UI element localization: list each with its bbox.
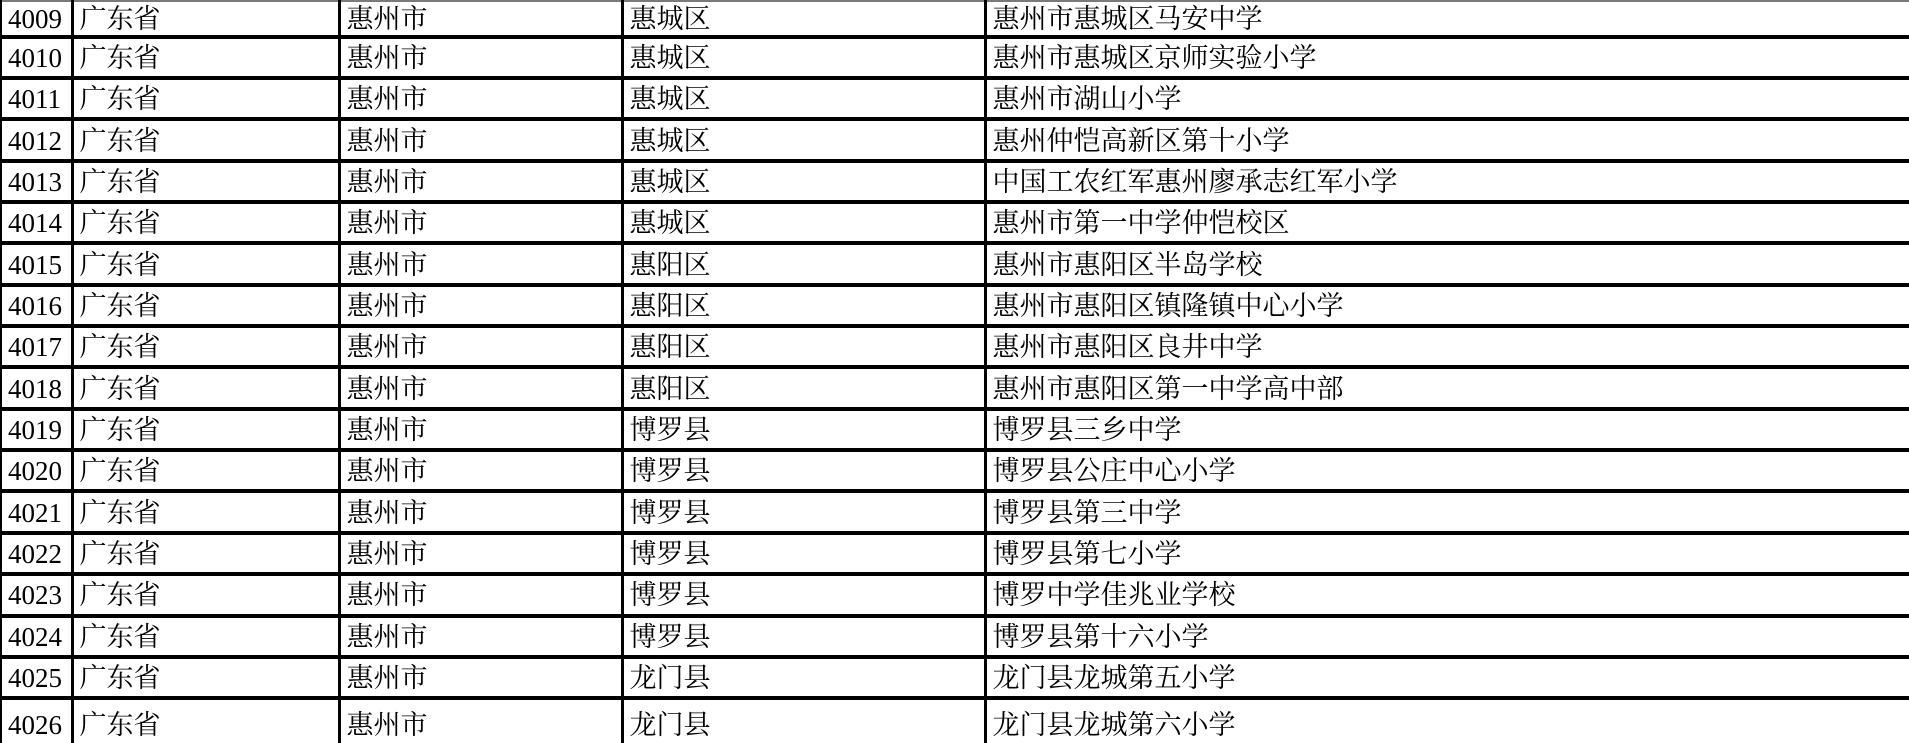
table-row — [1, 450, 1909, 491]
district-cell: 惠城区 — [622, 78, 985, 119]
city-cell: 惠州市 — [339, 698, 622, 743]
city-cell: 惠州市 — [339, 657, 622, 698]
province-cell: 广东省 — [72, 574, 339, 615]
row-number-cell: 4013 — [1, 161, 72, 202]
city-cell: 惠州市 — [339, 326, 622, 367]
school-name-cell: 龙门县龙城第五小学 — [985, 657, 1909, 698]
school-name-cell: 惠州仲恺高新区第十小学 — [985, 119, 1909, 160]
school-name-cell: 龙门县龙城第六小学 — [985, 698, 1909, 743]
city-cell: 惠州市 — [339, 119, 622, 160]
province-cell: 广东省 — [72, 367, 339, 408]
row-number-cell: 4019 — [1, 409, 72, 450]
row-number-cell: 4011 — [1, 78, 72, 119]
city-cell: 惠州市 — [339, 367, 622, 408]
district-cell: 惠阳区 — [622, 243, 985, 284]
city-cell: 惠州市 — [339, 409, 622, 450]
city-cell: 惠州市 — [339, 616, 622, 657]
district-cell: 惠城区 — [622, 37, 985, 78]
district-cell: 惠阳区 — [622, 285, 985, 326]
district-cell: 博罗县 — [622, 491, 985, 532]
school-name-cell: 惠州市惠城区马安中学 — [985, 1, 1909, 37]
province-cell: 广东省 — [72, 657, 339, 698]
school-name-cell: 博罗县第三中学 — [985, 491, 1909, 532]
table-row — [1, 409, 1909, 450]
school-name-cell: 博罗县第十六小学 — [985, 616, 1909, 657]
city-cell: 惠州市 — [339, 533, 622, 574]
province-cell: 广东省 — [72, 533, 339, 574]
school-name-cell: 博罗中学佳兆业学校 — [985, 574, 1909, 615]
city-cell: 惠州市 — [339, 285, 622, 326]
table-row — [1, 616, 1909, 657]
district-cell: 惠城区 — [622, 1, 985, 37]
school-name-cell: 博罗县公庄中心小学 — [985, 450, 1909, 491]
row-number-cell: 4017 — [1, 326, 72, 367]
city-cell: 惠州市 — [339, 243, 622, 284]
row-number-cell: 4021 — [1, 491, 72, 532]
school-name-cell: 惠州市惠阳区镇隆镇中心小学 — [985, 285, 1909, 326]
province-cell: 广东省 — [72, 1, 339, 37]
row-number-cell: 4015 — [1, 243, 72, 284]
district-cell: 惠城区 — [622, 202, 985, 243]
row-number-cell: 4023 — [1, 574, 72, 615]
table-row — [1, 1, 1909, 37]
school-name-cell: 惠州市惠城区京师实验小学 — [985, 37, 1909, 78]
school-name-cell: 惠州市湖山小学 — [985, 78, 1909, 119]
school-name-cell: 惠州市惠阳区半岛学校 — [985, 243, 1909, 284]
province-cell: 广东省 — [72, 119, 339, 160]
district-cell: 博罗县 — [622, 450, 985, 491]
row-number-cell: 4018 — [1, 367, 72, 408]
row-number-cell: 4009 — [1, 1, 72, 37]
table-row — [1, 533, 1909, 574]
province-cell: 广东省 — [72, 326, 339, 367]
table-row — [1, 285, 1909, 326]
province-cell: 广东省 — [72, 161, 339, 202]
city-cell: 惠州市 — [339, 1, 622, 37]
district-cell: 惠阳区 — [622, 326, 985, 367]
province-cell: 广东省 — [72, 285, 339, 326]
row-number-cell: 4026 — [1, 698, 72, 743]
school-name-cell: 惠州市第一中学仲恺校区 — [985, 202, 1909, 243]
province-cell: 广东省 — [72, 491, 339, 532]
table-row — [1, 491, 1909, 532]
city-cell: 惠州市 — [339, 161, 622, 202]
district-cell: 惠城区 — [622, 119, 985, 160]
city-cell: 惠州市 — [339, 37, 622, 78]
table-row — [1, 119, 1909, 160]
table-row — [1, 326, 1909, 367]
province-cell: 广东省 — [72, 78, 339, 119]
province-cell: 广东省 — [72, 202, 339, 243]
district-cell: 博罗县 — [622, 574, 985, 615]
table-row — [1, 243, 1909, 284]
table-row — [1, 161, 1909, 202]
province-cell: 广东省 — [72, 37, 339, 78]
table-row — [1, 78, 1909, 119]
school-list-table-body — [1, 1, 1909, 743]
province-cell: 广东省 — [72, 409, 339, 450]
city-cell: 惠州市 — [339, 574, 622, 615]
table-row — [1, 202, 1909, 243]
school-name-cell: 惠州市惠阳区良井中学 — [985, 326, 1909, 367]
row-number-cell: 4014 — [1, 202, 72, 243]
table-row — [1, 367, 1909, 408]
district-cell: 惠城区 — [622, 161, 985, 202]
province-cell: 广东省 — [72, 450, 339, 491]
row-number-cell: 4022 — [1, 533, 72, 574]
city-cell: 惠州市 — [339, 450, 622, 491]
row-number-cell: 4025 — [1, 657, 72, 698]
district-cell: 博罗县 — [622, 616, 985, 657]
school-name-cell: 惠州市惠阳区第一中学高中部 — [985, 367, 1909, 408]
table-row — [1, 37, 1909, 78]
province-cell: 广东省 — [72, 616, 339, 657]
table-row — [1, 574, 1909, 615]
row-number-cell: 4024 — [1, 616, 72, 657]
row-number-cell: 4020 — [1, 450, 72, 491]
school-name-cell: 博罗县三乡中学 — [985, 409, 1909, 450]
city-cell: 惠州市 — [339, 78, 622, 119]
province-cell: 广东省 — [72, 698, 339, 743]
city-cell: 惠州市 — [339, 202, 622, 243]
table-row — [1, 698, 1909, 743]
row-number-cell: 4016 — [1, 285, 72, 326]
school-name-cell: 中国工农红军惠州廖承志红军小学 — [985, 161, 1909, 202]
school-name-cell: 博罗县第七小学 — [985, 533, 1909, 574]
district-cell: 龙门县 — [622, 698, 985, 743]
row-number-cell: 4010 — [1, 37, 72, 78]
district-cell: 博罗县 — [622, 533, 985, 574]
district-cell: 惠阳区 — [622, 367, 985, 408]
row-number-cell: 4012 — [1, 119, 72, 160]
province-cell: 广东省 — [72, 243, 339, 284]
district-cell: 博罗县 — [622, 409, 985, 450]
table-row — [1, 657, 1909, 698]
city-cell: 惠州市 — [339, 491, 622, 532]
district-cell: 龙门县 — [622, 657, 985, 698]
